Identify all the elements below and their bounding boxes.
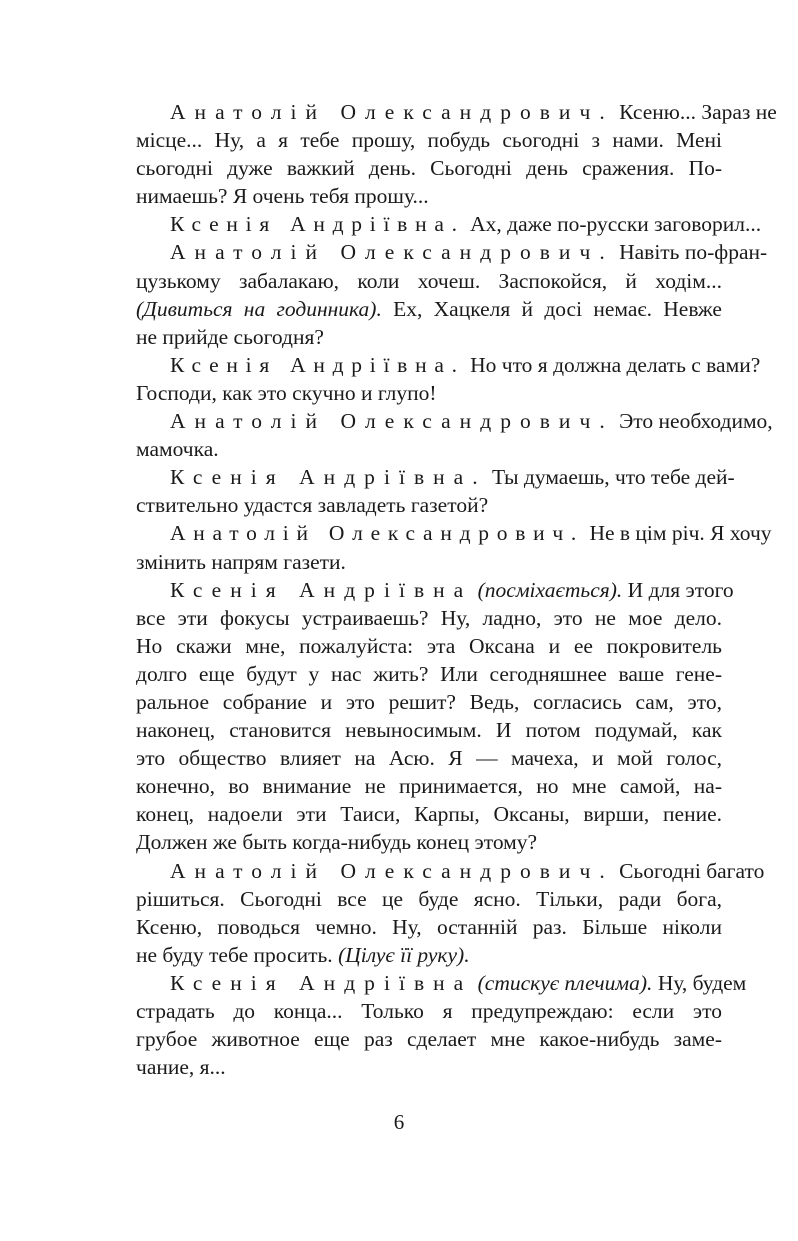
text-line — [136, 238, 768, 266]
speaker-name: Анатолій Олександрович. — [170, 100, 614, 124]
line-text: Ксеню, поводься чемно. Ну, останній раз. Більше ніколи — [136, 914, 722, 939]
text-line — [136, 576, 734, 604]
speaker-name: Ксенія Андріївна — [170, 970, 473, 995]
speaker-name: Анатолій Олександрович. — [170, 521, 585, 546]
text-line — [136, 98, 777, 126]
line-text: грубое животное еще раз сделает мне какое-нибудь заме- — [136, 1027, 722, 1052]
speaker-name: Ксенія Андріївна. — [170, 352, 465, 377]
text-line — [136, 857, 765, 885]
text-line — [136, 969, 747, 997]
text-line — [136, 323, 722, 351]
text-line — [136, 997, 722, 1025]
line-text: Должен же быть когда-нибудь конец этому? — [136, 830, 538, 855]
line-text: Ну, будем — [652, 970, 747, 995]
text-line — [136, 800, 722, 828]
speaker-name: Анатолій Олександрович. — [170, 858, 614, 883]
line-text: цузькому забалакаю, коли хочеш. Заспокойся, й ходім... — [136, 268, 722, 293]
text-line — [136, 491, 722, 519]
line-text: Навіть по-фран- — [613, 240, 768, 265]
line-text: не буду тебе просить. — [136, 942, 333, 967]
line-text: ральное собрание и это решит? Ведь, согласись сам, это, — [136, 689, 722, 714]
line-text: нимаешь? Я очень тебя прошу... — [136, 184, 429, 209]
line-text: чание, я... — [136, 1055, 226, 1080]
line-text: И для этого — [622, 577, 734, 602]
text-line — [136, 435, 722, 463]
speaker-name: Анатолій Олександрович. — [170, 409, 614, 434]
line-text: Сьогодні багато — [613, 858, 765, 883]
text-line — [136, 126, 722, 154]
speaker-name: Ксенія Андріївна — [170, 577, 473, 602]
speaker-name: Ксенія Андріївна. — [170, 465, 487, 490]
text-line — [136, 716, 722, 744]
text-line — [136, 548, 722, 576]
line-text: долго еще будут у нас жить? Или сегодняшнее ваше гене- — [136, 661, 722, 686]
text-line — [136, 660, 722, 688]
text-line — [136, 941, 722, 969]
text-line — [136, 885, 722, 913]
text-line — [136, 604, 722, 632]
line-text: Не в цім річ. Я хочу — [584, 521, 772, 546]
text-line — [136, 519, 772, 547]
text-line — [136, 913, 722, 941]
text-line — [136, 828, 722, 856]
line-text: конец, надоели эти Таиси, Карпы, Оксаны, вирши, пение. — [136, 802, 722, 827]
line-text: Ех, Хацкеля й досі немає. Невже — [381, 296, 722, 321]
text-line — [136, 688, 722, 716]
line-text: змінить напрям газети. — [136, 549, 346, 574]
stage-direction: (Цілує її руку). — [332, 942, 470, 967]
line-text: рішиться. Сьогодні все це буде ясно. Тільки, ради бога, — [136, 886, 722, 911]
line-text: Господи, как это скучно и глупо! — [136, 380, 437, 405]
line-text: Но что я должна делать с вами? — [464, 352, 761, 377]
text-line — [136, 267, 722, 295]
line-text: страдать до конца... Только я предупреждаю: если это — [136, 999, 722, 1023]
line-text: Ты думаешь, что тебе дей- — [486, 465, 735, 490]
speaker-name: Ксенія Андріївна. — [170, 212, 465, 237]
line-text: Ах, даже по-русски заговорил... — [464, 212, 762, 237]
text-line — [136, 772, 722, 800]
stage-direction: (Дивиться на годинника). — [136, 296, 382, 321]
speaker-name: Анатолій Олександрович. — [170, 240, 614, 265]
text-line — [136, 632, 722, 660]
text-line — [136, 210, 762, 238]
line-text: это общество влияет на Асю. Я — мачеха, и мой голос, — [136, 746, 722, 771]
line-text: конечно, во внимание не принимается, но мне самой, на- — [136, 774, 722, 799]
stage-direction: (стискує плечима). — [472, 970, 653, 995]
text-line — [136, 1025, 722, 1053]
line-text: сьогодні дуже важкий день. Сьогодні день сражения. По- — [136, 156, 722, 181]
stage-direction: (посміхається). — [472, 577, 623, 602]
line-text: все эти фокусы устраиваешь? Ну, ладно, это не мое дело. — [136, 605, 722, 630]
line-text: не прийде сьогодня? — [136, 324, 324, 349]
text-line — [136, 351, 761, 379]
text-line — [136, 154, 722, 182]
line-text: наконец, становится невыносимым. И потом подумай, как — [136, 718, 722, 743]
text-line — [136, 182, 722, 210]
text-line — [136, 407, 773, 435]
dialogue-text — [136, 98, 777, 1081]
text-line — [136, 379, 722, 407]
line-text: Ксеню... Зараз не — [613, 100, 777, 124]
page-number: 6 — [393, 1110, 405, 1134]
line-text: мамочка. — [136, 437, 219, 462]
line-text: Но скажи мне, пожалуйста: эта Оксана и ее покровитель — [136, 633, 722, 658]
text-line — [136, 463, 735, 491]
text-line — [136, 744, 722, 772]
text-line — [136, 295, 722, 323]
line-text: місце... Ну, а я тебе прошу, побудь сьогодні з нами. Мені — [136, 128, 722, 153]
line-text: Это необходимо, — [613, 409, 773, 434]
line-text: ствительно удастся завладеть газетой? — [136, 493, 489, 518]
text-line — [136, 1053, 722, 1081]
